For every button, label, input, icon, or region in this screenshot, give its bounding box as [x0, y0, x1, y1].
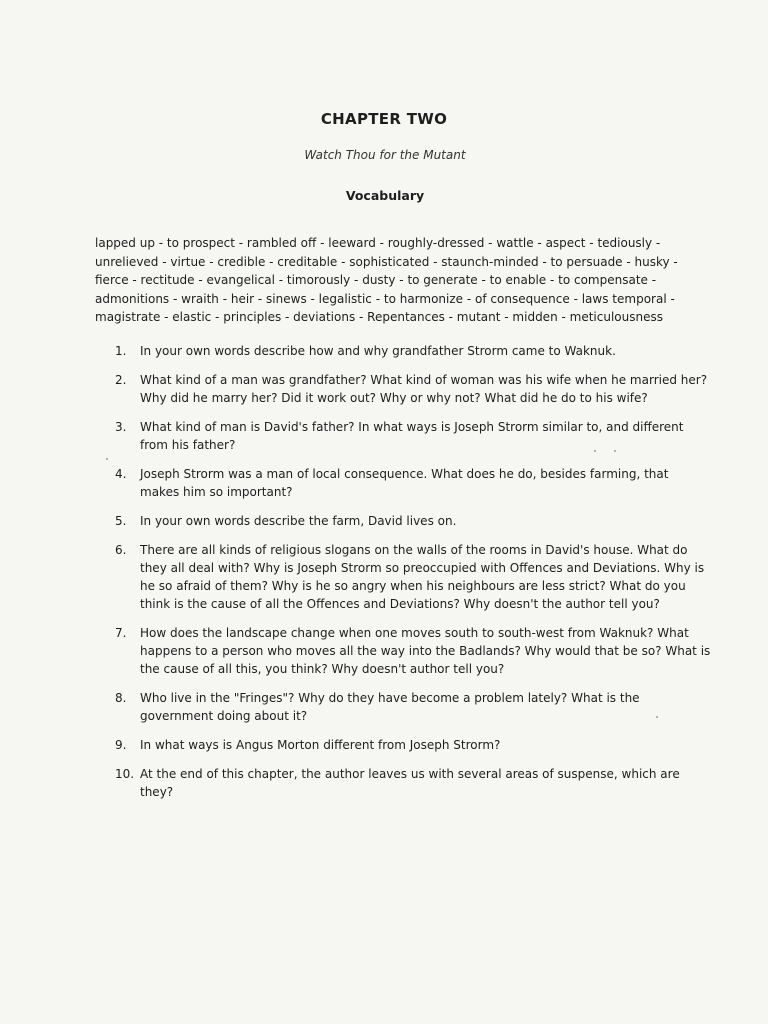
question-item [115, 465, 675, 501]
vocabulary-line: unrelieved - virtue - credible - creditable - sophisticated - staunch-minded - to persuade - husky - [95, 254, 678, 269]
question-text-line: makes him so important? [140, 485, 293, 499]
question-text-line: they all deal with? Why is Joseph Strorm so preoccupied with Offences and Deviations. Why is [140, 561, 705, 575]
vocabulary-line: fierce - rectitude - evangelical - timorously - dusty - to generate - to enable - to compensate - [95, 273, 657, 287]
chapter-title: CHAPTER TWO [320, 110, 448, 128]
question-list [115, 342, 711, 801]
question-number: 9. [115, 738, 127, 752]
vocabulary-list [95, 234, 678, 327]
question-number: 1. [115, 344, 127, 358]
scan-speck [106, 458, 108, 460]
question-number: 8. [115, 691, 127, 705]
question-text-line: think is the cause of all the Offences and Deviations? Why doesn't the author tell you? [140, 597, 660, 611]
question-text-line: What kind of a man was grandfather? What kind of woman was his wife when he married her? [140, 373, 708, 387]
question-item [115, 512, 675, 530]
question-item [115, 541, 705, 613]
question-item [115, 371, 708, 407]
question-text-line: they? [140, 785, 174, 799]
question-text-line: In your own words describe the farm, David lives on. [140, 514, 457, 528]
question-number: 4. [115, 467, 127, 481]
question-item [115, 765, 680, 801]
question-text-line: Why did he marry her? Did it work out? Why or why not? What did he do to his wife? [140, 391, 648, 405]
vocabulary-line: magistrate - elastic - principles - deviations - Repentances - mutant - midden - meticulousness [95, 310, 663, 324]
chapter-subtitle: Watch Thou for the Mutant [304, 148, 466, 162]
question-text-line: There are all kinds of religious slogans on the walls of the rooms in David's house. What do [140, 543, 688, 557]
question-text-line: At the end of this chapter, the author leaves us with several areas of suspense, which are [140, 767, 680, 781]
question-number: 5. [115, 514, 127, 528]
question-number: 10. [115, 767, 135, 781]
vocabulary-line: lapped up - to prospect - rambled off - leeward - roughly-dressed - wattle - aspect - tediously - [95, 236, 661, 250]
question-text-line: In what ways is Angus Morton different from Joseph Strorm? [140, 738, 501, 752]
question-text-line: What kind of man is David's father? In what ways is Joseph Strorm similar to, and different [140, 420, 684, 434]
question-text-line: happens to a person who moves all the way into the Badlands? Why would that be so? What is [140, 644, 711, 658]
question-number: 6. [115, 543, 127, 557]
question-text-line: How does the landscape change when one moves south to south-west from Waknuk? What [140, 626, 689, 640]
question-item [115, 689, 675, 725]
question-text-line: Who live in the "Fringes"? Why do they have become a problem lately? What is the [140, 691, 640, 705]
question-text-line: government doing about it? [140, 709, 308, 723]
question-item [115, 418, 684, 454]
question-item [115, 736, 675, 754]
scan-speck [656, 716, 658, 718]
question-text-line: he so afraid of them? Why is he so angry when his neighbours are less strict? What do you [140, 579, 686, 593]
question-number: 2. [115, 373, 127, 387]
question-text-line: Joseph Strorm was a man of local consequence. What does he do, besides farming, that [140, 467, 669, 481]
scan-speck [594, 450, 596, 452]
question-item [115, 342, 675, 360]
scan-speck [614, 450, 616, 452]
vocabulary-heading: Vocabulary [345, 188, 425, 203]
question-text-line: In your own words describe how and why grandfather Strorm came to Waknuk. [140, 344, 616, 358]
question-text-line: the cause of all this, you think? Why doesn't author tell you? [140, 662, 505, 676]
question-text-line: from his father? [140, 438, 236, 452]
vocabulary-line: admonitions - wraith - heir - sinews - legalistic - to harmonize - of consequence - laws temporal - [95, 291, 675, 306]
question-number: 3. [115, 420, 127, 434]
question-number: 7. [115, 626, 127, 640]
question-item [115, 624, 711, 678]
